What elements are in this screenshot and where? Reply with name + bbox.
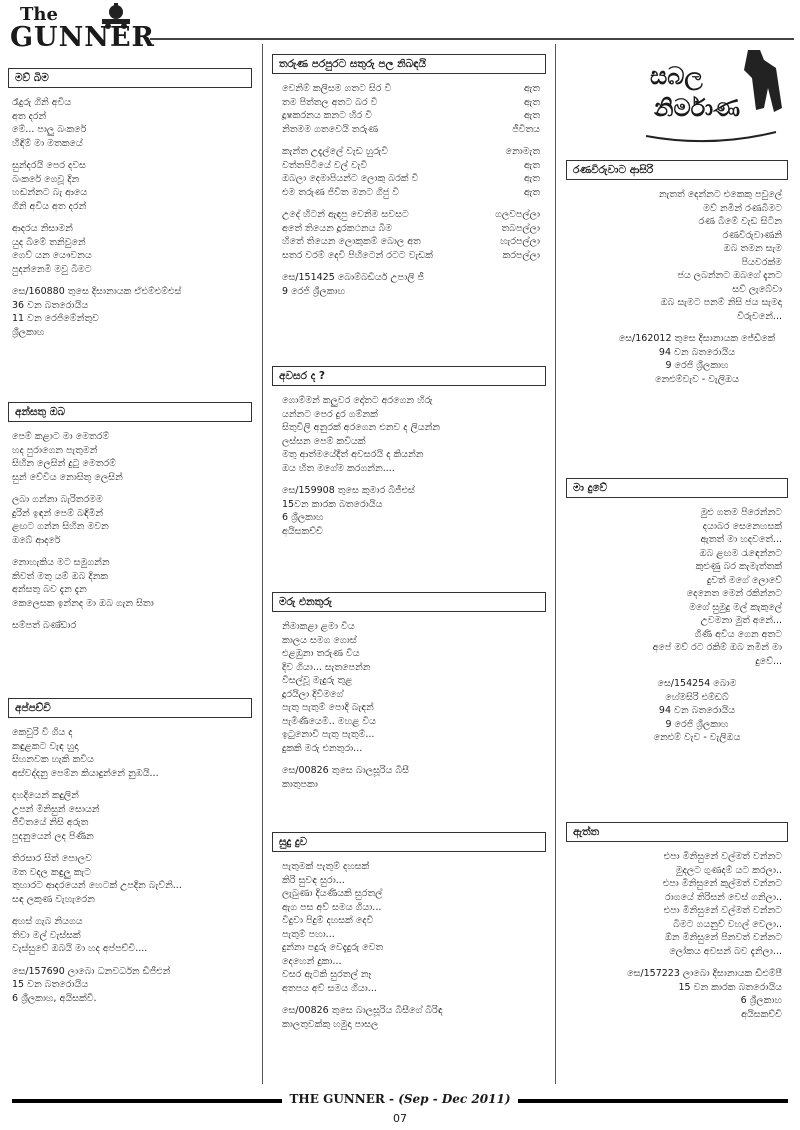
stanza [282, 620, 540, 755]
poem-line: 9 රෙජි ශ්‍රීලකාහ [665, 718, 729, 730]
poem-line: අතපය අව් සමය ගියා... [282, 982, 377, 994]
stanza [12, 619, 246, 633]
poem-line: එපා මිනිසුනේ වල්මත් වන්නට [663, 851, 782, 862]
poem-line: දිව ගියා... සැතපෙන්න [282, 661, 371, 673]
poem-title: මා දුවේ [566, 478, 788, 498]
poem-line-text: එම තරුණ ජිවිත මනට ගිජු වී [282, 186, 400, 198]
poem-line-end: හැරපල්ලා [500, 236, 540, 247]
stanza [12, 852, 246, 906]
poem-line: දුරින් ඉඳන් පෙම් බඳිමින් [12, 507, 104, 519]
poem-line: මතු ආත්මයේදීත් අවසරයි ද කියන්න [282, 449, 424, 460]
poem-line: කෙවුරි වී ගිය ද [12, 727, 73, 738]
stanza [572, 506, 782, 668]
poem-line: දහදියෙන් කදුලින් [12, 790, 79, 801]
poem-body [8, 726, 252, 1005]
poem-line [282, 208, 540, 222]
poem-title: අන්සතු ඔබ [8, 402, 252, 422]
poem-line [282, 172, 540, 186]
poem-line: සුන් වේවිය නොසිතූ ලෙසින් [12, 471, 123, 483]
poem-line: අත දරන් [12, 110, 47, 122]
poem-line: 15වන කාරක බතරොයිය [282, 498, 383, 510]
poem-section [566, 160, 788, 395]
stanza [572, 967, 782, 1021]
poem-line: වීසල්වූ මැදුරු තුළ [282, 675, 353, 686]
poem-line-text: දූෂකරනය කනට හිර වී [282, 110, 373, 121]
poem-line: ඔබ ළඟම රැඳෙන්නට [699, 547, 782, 559]
poem-line: තිරසාර සිත් පොලව [12, 853, 92, 864]
poem-line: පැතු පැතුම් පොදි බැඳන් [282, 702, 374, 713]
poem-line: නැතත් දෙන්නට එකෙකු පවුලේ [658, 189, 782, 200]
poem-line [282, 123, 540, 137]
poem-line: පැමිණියෙමි.. මහළ විය [282, 715, 377, 727]
poem-line: හද පුරාගෙන පැතුමන් [12, 444, 98, 456]
poem-line: මත වදල කඳුලු කැට [12, 866, 91, 878]
poem-line: නිමාකළා ළමා විය [282, 621, 355, 632]
poem-line [282, 249, 540, 263]
poem-line: යුද බිමේ තනිවුනේ [12, 236, 86, 248]
poem-line: කෙලෙසක ඉන්නද මා ඔබ ගැන සිතා [12, 597, 154, 609]
poem-line: ඇතත් මා හදවතේ... [700, 534, 782, 545]
poem-line: ගිනි අවිය අත දරන් [12, 200, 87, 212]
poem-line: අහස් ගැබ නියගය [12, 916, 83, 927]
poem-title: රණවිරුවාට ආසිරි [566, 160, 788, 180]
poem-section [272, 54, 546, 307]
poem-line: කාතුපකා [282, 778, 318, 790]
poem-line-text: උදේ හිටන් ඇඳපු වෙනිම සවසට [282, 209, 409, 220]
poem-line: ඔබ සැමට පනම් නිසි ජය සැමදා [660, 297, 782, 308]
poem-line: සෙ/159908 තුසෙ කුමාර බීජීඑස් [282, 485, 415, 496]
poem-line: වැස්සුවේ ඔබයි මා හද අප්පච්චි.... [12, 943, 148, 954]
stanza [12, 96, 246, 150]
poem-section [566, 478, 788, 754]
poem-body [272, 394, 546, 538]
poem-line-text: ඔබලා දෙමාපියන්ට ලොකු බරක් වී [282, 173, 419, 184]
poem-body [566, 188, 788, 386]
footer [0, 1092, 800, 1108]
poem-line: රාගයේ තිරිසන් වෙස් ගනිලා.. [664, 891, 782, 903]
poem-line: ළඟට ගන්න සිහින මවන [12, 521, 109, 532]
poem-line: අපේ මව් රට රකිම් ඔබ නමින් මා [652, 642, 782, 653]
poem-title: අවසර ද ? [272, 366, 546, 386]
poem-line: මුදලට ගුණදම් යට කරලා.. [675, 864, 782, 876]
poem-line-end: ඇත [524, 159, 540, 171]
poem-title: තරුණ පරපුරට සතුරු පල නිබඳයි [272, 54, 546, 74]
poem-line: 6 ශ්‍රීලකාහ, අයිසක්වී. [12, 992, 97, 1004]
header-rule [150, 38, 794, 40]
footer-publication: THE GUNNER - [289, 1092, 399, 1106]
poem-line-text: කැන්ත උදැල්ලේ වැඩ හුරුවී [282, 146, 389, 157]
poem-line: සඳ ලකුණ වැහැරෙන [12, 893, 95, 905]
poem-title: සුදු දුව [272, 832, 546, 852]
poem-body [8, 96, 252, 339]
poem-line: පුදන්නෙමි මවු බිමට [12, 263, 92, 275]
poem-line: ගිණි අවිය ගෙන අතට [694, 628, 782, 640]
stanza [572, 677, 782, 745]
poem-body [272, 620, 546, 791]
poem-line: සෙ/160880 තුසෙ දිසානායක ඒඑම්එම්එස් [12, 286, 182, 297]
poem-line: සිහින ලෙසින් දුටු මෙතරම් [12, 458, 116, 469]
stanza [12, 915, 246, 956]
logo-line-1: සබල [650, 62, 703, 90]
poem-line: සෙ/00826 තුසෙ බාලසූරිය බීසීගේ බිරිඳ [282, 1005, 443, 1016]
column-divider [262, 44, 263, 1084]
poem-line: පැතුමක් පැතුම් දහසක් [282, 861, 370, 872]
poem-line: සම්පත් බණ්ඩාර [12, 620, 77, 631]
poem-line: සෙ/154254 බොම [657, 678, 737, 689]
poem-line: උපන් මිනිසුන් සොයන් [12, 803, 100, 815]
poem-line: වීරුවනේ... [737, 310, 782, 322]
poem-line: සෙ/00826 තුසෙ බාලසූරිය බීසී [282, 765, 409, 776]
masthead-logo [6, 2, 155, 58]
poem-line: අස්වද්දනු පෙම්න කියාදුන්නේ නුඹයි... [12, 767, 159, 779]
footer-title [0, 1092, 800, 1106]
poem-line-text: නිතමම ගතවෙයි තරුණ [282, 123, 379, 135]
poem-line: ලෝකය අවසන් බව දැනිලා... [669, 945, 782, 957]
stanza [572, 188, 782, 323]
stanza [282, 82, 540, 136]
poem-line: ජය ලබන්නට ඔබගේ දැනට [677, 270, 782, 281]
poem-line: ආදරය නිසාමන් [12, 223, 73, 234]
stanza [12, 222, 246, 276]
poem-line-end: ඇත [524, 186, 540, 198]
poem-line: එළඹුනා තරුණ විය [282, 648, 360, 659]
stanza [282, 208, 540, 262]
poem-line: ශ්‍රීලකාහ [12, 326, 45, 338]
poem-line: 94 වන බතරොයිය [658, 705, 736, 716]
poem-line: කාලතුවක්කු හමුදා පාසල [282, 1018, 379, 1030]
poem-line-text: වෙනිම් කලිසම ගතට සිර වී [282, 83, 392, 94]
poem-line: සෙ/151425 බොම්බඩියර් උපාලි ජී [282, 272, 424, 283]
poem-line: ගොම්මන් කලුවර දෝතට අරගෙන හිරු [282, 395, 433, 406]
poem-line: සෙ/162012 තුසෙ දිසානායක ජේඩීකේ [618, 333, 776, 344]
poem-line-text: වත්තපිටියේ වල් වැවී [282, 159, 368, 171]
poem-line: 11 වන රෙජිමේන්තුව [12, 313, 99, 324]
poem-line-end: ඇත [524, 173, 540, 184]
stanza [12, 726, 246, 780]
poem-title: මව් බිම [8, 68, 252, 88]
poem-line: ඕන මිනිසුනේ පිනවත් වන්නට [664, 932, 782, 943]
poem-line: කාලය සමග ගොස් [282, 634, 357, 646]
poem-line: දයාබර සෙනෙහසක් [702, 520, 782, 532]
sabala-nirmana-logo [636, 48, 786, 148]
poem-body [272, 82, 546, 298]
poem-line: මුළු ගතම පිරෙන්නට [700, 507, 782, 518]
poem-line [282, 145, 540, 159]
poem-line: 36 වන බතරොයිය [12, 299, 89, 311]
poem-line: අයිසකච්චි [282, 525, 323, 537]
poem-line: 9 රෙජි ශ්‍රීලකාහ [665, 360, 729, 371]
poem-section [272, 832, 546, 1040]
poem-line [282, 96, 540, 110]
poem-line: තුහාරට ආදරයෙන් හෙටක් උපදින බැව්නි... [12, 880, 182, 891]
poem-line: උවමනා මුත් අනේ... [700, 615, 782, 626]
poem-line: සෙ/157223 ලාබො දිසානායක ඩීඑම්පී [627, 968, 782, 979]
stanza [12, 556, 246, 610]
poem-line: ඔය හිත මගේම කරගන්න.... [282, 462, 395, 474]
poem-line-end: කරපල්ලා [502, 249, 540, 261]
poem-line: ලබා ගන්නා බැරිතරමම [12, 494, 103, 505]
poem-line: රණ බිමේ වැඩ සිටින [698, 216, 782, 227]
poem-line: දුකකි මරු එනතුරා... [282, 742, 363, 754]
poem-body [8, 430, 252, 633]
poem-line: දූරයිලා දිවිමගේ [282, 688, 344, 700]
poem-line: දුන්නා පදුරු වෙදැදුරු වෙත [282, 942, 384, 953]
stanza [12, 430, 246, 484]
poem-line [282, 222, 540, 236]
stanza [12, 493, 246, 547]
poem-line-end: ඇත [524, 83, 540, 94]
poem-line-end: ඇත [524, 96, 540, 108]
poem-line: සිතුවිලි අනුරක් අරගෙන එනව ද ලියන්න [282, 422, 441, 433]
poem-body [272, 860, 546, 1031]
poem-line-end: නොමැත [505, 146, 540, 157]
poem-line: 15 වන බතරොයිය [12, 979, 89, 990]
stanza [12, 965, 246, 1006]
poem-line-end: ගලවපල්ලා [495, 209, 540, 220]
poem-line: ලැබුණා දියණියකි සුරතල් [282, 888, 383, 899]
poem-line: පැතුම් පහා... [282, 928, 335, 940]
stanza [282, 394, 540, 475]
poem-section [272, 366, 546, 547]
poem-line [282, 82, 540, 96]
poem-line: 9 රෙජි ශ්‍රීලකාහ [282, 285, 346, 297]
poem-title: මරු එනතුරු [272, 592, 546, 612]
poem-line: මගේ සුමුදු මල් කැකුලේ [689, 601, 782, 613]
stanza [12, 789, 246, 843]
poem-line: හඬන්නට බැ ආයෙ [12, 187, 88, 198]
poem-line-text: අතේ තියෙන දූරකථනය බිම [282, 222, 393, 234]
poem-line: විදුවා පිදුම් දහසක් දෙවී [282, 915, 374, 926]
poem-line-text: තම පිත්තල අතට බර වී [282, 96, 378, 108]
poem-line: ගෙව් යන යෞවනය [12, 250, 92, 261]
poem-section [8, 68, 252, 348]
poem-line: වසර ඇටකි සුරතල් නෑ [282, 969, 372, 980]
poem-body [566, 850, 788, 1021]
poem-line: දෙහෙන් දුකා... [282, 955, 342, 967]
poem-line: රෑදුරු ගිනි අවිය [12, 97, 72, 108]
poem-line: ඔබ තමන සැම [723, 243, 782, 254]
masthead-the: The [20, 4, 58, 25]
poem-line-text: සතර වරම් දෙවි පිහිටෙන් රටට වැඩක් [282, 249, 433, 261]
poem-line [282, 186, 540, 200]
logo-line-2: නිර්මාණ [654, 94, 741, 122]
poem-line: ඉටුනොවී පැතු පැතුම්... [282, 729, 375, 740]
poem-line: කඳුළකට වැඳ හුදා [12, 740, 79, 752]
poem-line: මව් නමින් රණබිමට [703, 202, 782, 214]
poem-line: කිවත් මතු යම් ඔබ දිනක [12, 570, 109, 582]
poem-line: රණවිරුවාණනි [722, 229, 782, 241]
poem-line: බංකරේ ගෙවූ දින [12, 173, 80, 185]
poem-line: තිවා මල් වැස්සක් [12, 929, 81, 941]
poem-line: කුළුණු බර කැමැත්තක් [695, 561, 782, 572]
page-number: 07 [393, 1112, 407, 1125]
poem-line: දුවත් මගේ ලොවේ [706, 574, 782, 586]
poem-section [8, 698, 252, 1014]
stanza [282, 860, 540, 995]
poem-line: පුදනුයෙන් ලද පිණින [12, 830, 94, 842]
poem-line-text: හිතේ තියෙන ලොකුකම් බොල අත [282, 236, 421, 247]
poem-line: 6 ශ්‍රීලකාහ [740, 995, 782, 1006]
poem-title: ඇත්ත [566, 822, 788, 842]
stanza [572, 850, 782, 958]
poem-line: 15 වන කාරක බතරොයිය [678, 981, 782, 993]
poem-body [566, 506, 788, 745]
stanza [282, 145, 540, 199]
poem-section [566, 822, 788, 1030]
stanza [12, 159, 246, 213]
poem-line [282, 235, 540, 249]
poem-line: අයිසකච්චි [741, 1008, 782, 1020]
stanza [282, 484, 540, 538]
poem-line: එපා මිනිසුනේ වල්මත් වන්නට [663, 905, 782, 916]
poem-section [8, 402, 252, 642]
poem-line: හිඳිම් මා මතකයේ [12, 137, 83, 149]
stanza [282, 271, 540, 298]
poem-line: සුන්දරයි පෙර දවස [12, 160, 86, 171]
stanza [282, 1004, 540, 1031]
stanza [282, 764, 540, 791]
poem-line: එපා මිනිසුනේ කුල්මත් වන්නට [662, 878, 782, 889]
poem-line: අන්සතු බව දැන දැන [12, 584, 87, 595]
poem-line: ඔබේ ආදරේ [12, 534, 61, 546]
footer-dates: (Sep - Dec 2011) [398, 1092, 511, 1106]
poem-line [282, 159, 540, 173]
poem-line: ජීවිතයේ නිසි අරුත [12, 817, 89, 828]
masthead-gunner: GUNNER [10, 22, 155, 53]
poem-line: බිමට ගයනුව් වහල් වෙලා.. [673, 918, 782, 930]
poem-line: නොහැකිය මට සමුගන්න [12, 557, 110, 568]
poem-line: යන්නට පෙර දුර ගම්නක් [282, 408, 378, 420]
poem-line: හේමසිරි එම්ඩබ් [665, 691, 729, 703]
column-divider [555, 44, 556, 1084]
poem-line: නෙළුම්වැව - වැලිඔය [655, 373, 739, 385]
poem-title: අප්පච්චි [8, 698, 252, 718]
poem-line: සෙ/157690 ලාබො ධනවර්ධන ඩීජීඑන් [12, 965, 171, 977]
poem-line: දුවේ... [755, 655, 782, 667]
poem-line [282, 109, 540, 123]
poem-line-end: ජීවිතය [512, 123, 540, 135]
stanza [572, 332, 782, 386]
poem-line: නෙළුම් වැව - වැලිඔය [653, 732, 741, 743]
poem-line: 6 ශ්‍රීලකාහ [282, 512, 324, 523]
poem-line-end: තබපල්ලා [501, 222, 540, 234]
poem-line: මේ... පාලු බංකරේ [12, 124, 87, 135]
stanza [12, 285, 246, 339]
poem-line: පෙම් කළාට මා මෙතරම් [12, 431, 110, 442]
poem-line-end: ඇත [524, 110, 540, 121]
poem-line: කිරි සුවඳ සුරා... [282, 874, 345, 886]
poem-line: ලස්සන පෙම් කවියක් [282, 435, 366, 447]
poem-line: ඇග පස අව් සමය ගියා... [282, 901, 382, 913]
poem-line: දෙනෙත මෙන් රකින්නට [686, 588, 782, 599]
poem-line: සිහනවක හැකි කවිය [12, 754, 94, 765]
poem-line: පියවරක්ම [741, 256, 782, 268]
poem-line: 94 වන බතරොයිය [658, 346, 736, 358]
poem-section [272, 592, 546, 800]
poem-line: සව් ලැබේවා [732, 283, 782, 295]
